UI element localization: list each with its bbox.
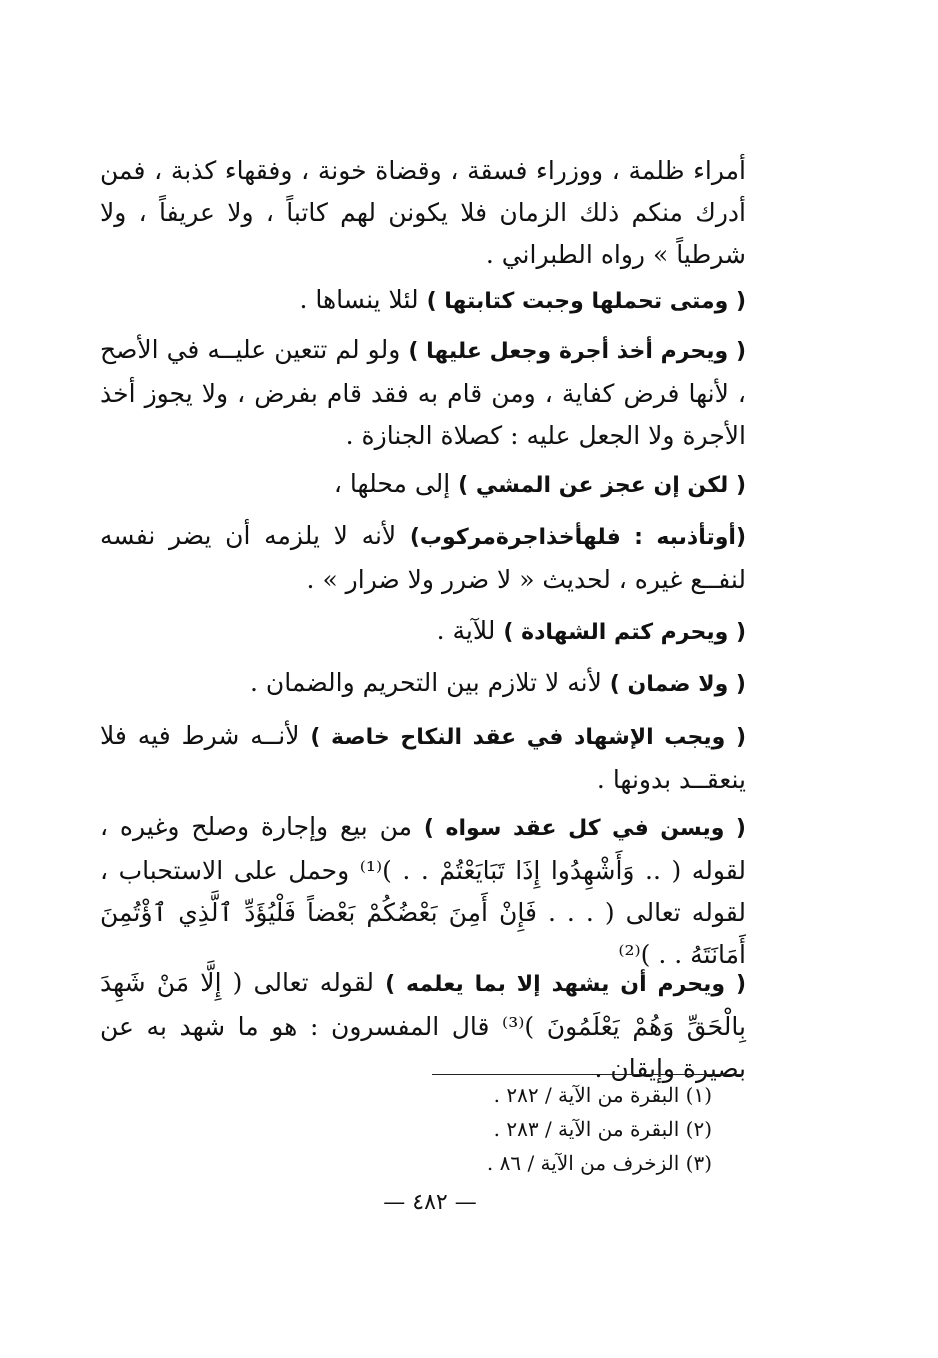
paragraph-10 xyxy=(100,962,746,1090)
paragraph-text: لئلا ينساها . xyxy=(299,285,427,314)
paragraph-text: لأنــه شرط فيه فلا ينعقــد بدونها . xyxy=(100,721,746,794)
paragraph-text: أمراء ظلمة ، ووزراء فسقة ، وقضاة خونة ، وفقهاء كذبة ، فمن أدرك منكم ذلك الزمان فلا يكونن لهم كاتباً ، ولا عريفاً ، ولا شرطياً » رواه الطبراني . xyxy=(100,156,746,269)
paragraph-4 xyxy=(100,463,746,507)
paragraph-text: من بيع وإجارة وصلح وغيره ، لقوله ( .. وَأَشْهِدُوا إِذَا تَبَايَعْتُمْ . . )⁽¹⁾ وحمل على الاستحباب ، لقوله تعالى ( . . . فَإِنْ أَمِنَ بَعْضُكُمْ بَعْضاً فَلْيُؤَدِّ ٱلَّذِي ٱؤْتُمِنَ أَمَانَتَهُ . . )⁽²⁾ xyxy=(100,812,746,969)
paragraph-text: لأنه لا تلازم بين التحريم والضمان . xyxy=(250,668,610,697)
paragraph-text: لقوله تعالى ( إِلَّا مَنْ شَهِدَ بِالْحَقِّ وَهُمْ يَعْلَمُونَ )⁽³⁾ قال المفسرون : هو ما شهد به عن بصيرة وإيقان . xyxy=(100,968,746,1083)
paragraph-heading: ( ويسن في كل عقد سواه ) xyxy=(423,816,746,841)
paragraph-6 xyxy=(100,610,746,654)
paragraph-heading: ( لكن إن عجز عن المشي ) xyxy=(458,473,746,498)
paragraph-1 xyxy=(100,150,746,276)
paragraph-9 xyxy=(100,806,746,976)
paragraph-heading: ( ويحرم أن يشهد إلا بما يعلمه ) xyxy=(385,972,746,997)
paragraph-heading: ( ويجب الإشهاد في عقد النكاح خاصة ) xyxy=(310,725,746,750)
paragraph-heading: ( ويحرم كتم الشهادة ) xyxy=(503,620,746,645)
paragraph-8 xyxy=(100,715,746,801)
paragraph-7 xyxy=(100,662,746,706)
footnote-separator xyxy=(432,1074,742,1075)
paragraph-heading: ( ومتى تحملها وجبت كتابتها ) xyxy=(426,289,746,314)
paragraph-3 xyxy=(100,329,746,457)
footnotes xyxy=(487,1078,712,1180)
paragraph-5 xyxy=(100,515,746,601)
paragraph-text: لأنه لا يلزمه أن يضر نفسه لنفــع غيره ، لحديث « لا ضرر ولا ضرار » . xyxy=(100,521,746,594)
footnote-1: (١) البقرة من الآية / ٢٨٢ . xyxy=(493,1083,712,1107)
paragraph-heading: ( ويحرم أخذ أجرة وجعل عليها ) xyxy=(408,339,746,364)
footnote-2: (٢) البقرة من الآية / ٢٨٣ . xyxy=(493,1117,712,1141)
paragraph-text: ولو لم تتعين عليــه في الأصح ، لأنها فرض كفاية ، ومن قام به فقد قام بفرض ، ولا يجوز أخذ الأجرة ولا الجعل عليه : كصلاة الجنازة . xyxy=(100,335,746,450)
footnote-3: (٣) الزخرف من الآية / ٨٦ . xyxy=(486,1151,712,1175)
paragraph-heading: ( ولا ضمان ) xyxy=(609,672,746,697)
paragraph-2 xyxy=(100,279,746,323)
paragraph-heading: (أوتأذىبه : فلهأخذاجرةمركوب) xyxy=(409,525,746,550)
page-number: — ٤٨٢ — xyxy=(383,1190,477,1215)
paragraph-text: للآية . xyxy=(436,616,504,645)
paragraph-text: إلى محلها ، xyxy=(333,469,459,498)
